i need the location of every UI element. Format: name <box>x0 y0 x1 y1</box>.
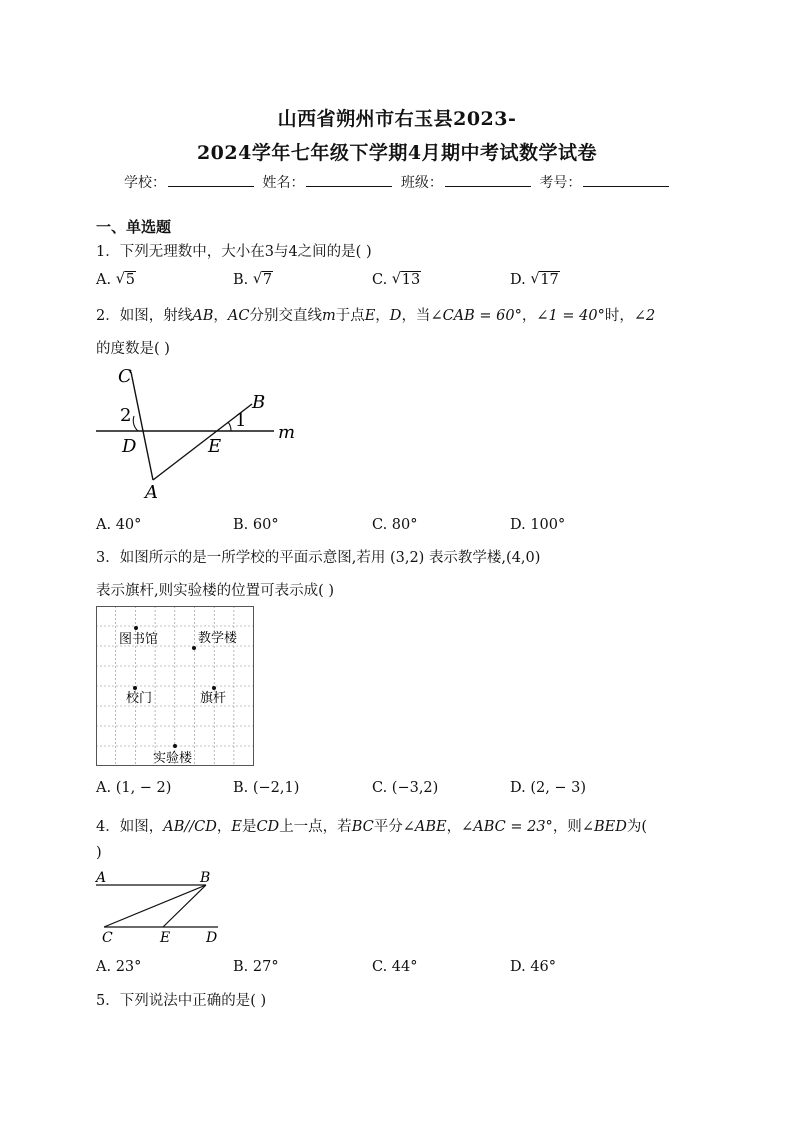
q3-option-b: B. (−2,1) <box>233 780 300 796</box>
fig4-label-d: D <box>206 930 218 946</box>
q2-figure <box>90 362 310 507</box>
name-blank <box>306 174 392 187</box>
class-label: 班级： <box>400 175 443 191</box>
question-4-line1: 4．如图，AB//CD，E是CD上一点，若BC平分∠ABE，∠ABC = 23°，则∠BED为( <box>96 819 647 835</box>
question-1-text: 1．下列无理数中，大小在3与4之间的是( ) <box>96 244 372 260</box>
q3-option-a: A. (1, − 2) <box>96 780 172 796</box>
q4-option-a: A. 23° <box>96 959 142 975</box>
fig4-label-e: E <box>160 930 171 946</box>
q4-option-d: D. 46° <box>510 959 557 975</box>
q3-school-map <box>96 606 256 768</box>
map-teaching-building-label: 教学楼 <box>198 631 238 646</box>
question-4-line2: ) <box>96 845 102 861</box>
question-2-line1: 2．如图，射线AB，AC分别交直线m于点E，D，当∠CAB = 60°，∠1 = 40°时，∠2 <box>96 308 656 324</box>
student-info-row <box>124 172 673 192</box>
school-blank <box>168 174 254 187</box>
q2-option-a: A. 40° <box>96 517 142 533</box>
fig2-label-1: 1 <box>235 410 247 431</box>
q3-option-c: C. (−3,2) <box>372 780 439 796</box>
question-5-text: 5．下列说法中正确的是( ) <box>96 993 267 1009</box>
fig4-label-b: B <box>200 870 211 886</box>
q4-figure <box>92 866 232 948</box>
class-blank <box>445 174 531 187</box>
exam-title-line2: 2024学年七年级下学期4月期中考试数学试卷 <box>196 142 598 164</box>
number-blank <box>583 174 669 187</box>
q3-option-d: D. (2, − 3) <box>510 780 587 796</box>
q1-option-a: A. √ 5 <box>96 272 136 288</box>
q4-option-c: C. 44° <box>372 959 418 975</box>
fig4-label-a: A <box>96 870 107 886</box>
fig2-label-a: A <box>145 482 158 503</box>
q2-option-c: C. 80° <box>372 517 418 533</box>
map-library-label: 图书馆 <box>119 632 159 647</box>
question-3-line1: 3．如图所示的是一所学校的平面示意图,若用 (3,2) 表示教学楼,(4,0) <box>96 550 541 566</box>
number-label: 考号： <box>539 175 582 191</box>
map-lab-building-label: 实验楼 <box>153 751 193 766</box>
q2-option-b: B. 60° <box>233 517 279 533</box>
school-label: 学校： <box>124 175 166 191</box>
q1-option-d: D. √ 17 <box>510 272 560 288</box>
map-flagpole-label: 旗杆 <box>200 691 227 706</box>
fig4-label-c: C <box>102 930 113 946</box>
q1-option-c: C. √ 13 <box>372 272 421 288</box>
exam-title-line1: 山西省朔州市右玉县2023- <box>277 108 517 130</box>
fig2-label-b: B <box>252 392 266 413</box>
q4-option-b: B. 27° <box>233 959 279 975</box>
name-label: 姓名： <box>262 175 305 191</box>
fig2-label-2: 2 <box>120 405 132 426</box>
map-gate-label: 校门 <box>126 691 153 706</box>
fig2-label-m: m <box>278 422 296 443</box>
fig2-label-c: C <box>118 366 132 387</box>
question-3-line2: 表示旗杆,则实验楼的位置可表示成( ) <box>96 583 335 599</box>
fig2-label-d: D <box>122 436 137 457</box>
section-title: 一、单选题 <box>96 218 172 236</box>
q1-option-b: B. √ 7 <box>233 272 273 288</box>
fig2-label-e: E <box>208 436 222 457</box>
q2-option-d: D. 100° <box>510 517 566 533</box>
question-2-line2: 的度数是( ) <box>96 341 170 357</box>
